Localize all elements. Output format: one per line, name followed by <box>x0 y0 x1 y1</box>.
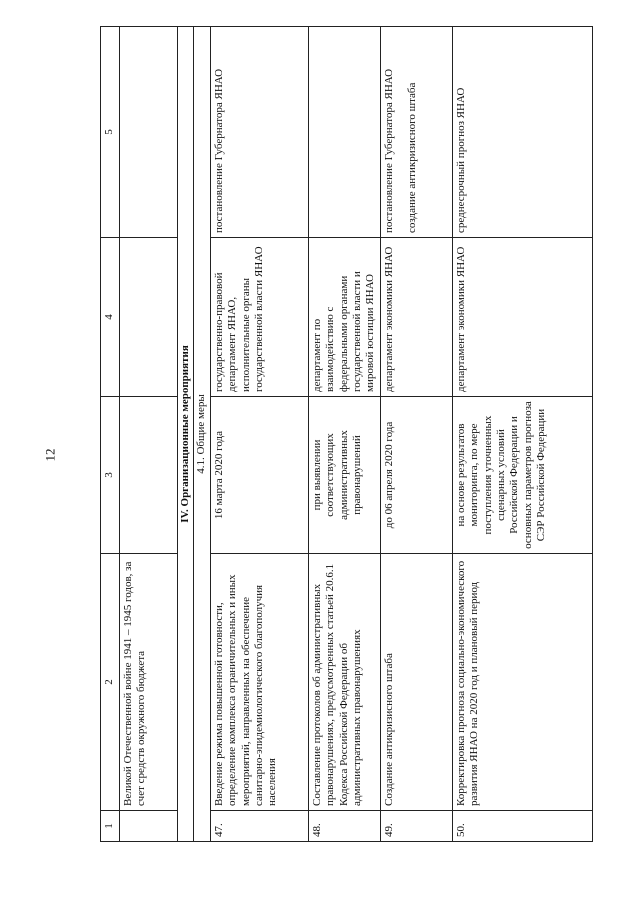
header-col-1: 1 <box>101 811 120 842</box>
page-number: 12 <box>42 448 58 462</box>
row-term: на основе результатов мониторинга, по мере поступления уточненных сценарных условий Российской Федерации и основных параметров прогноза СЭР Российской Федерации <box>452 397 592 554</box>
row-number: 47. <box>210 811 308 842</box>
row-measure: Создание антикризисного штаба <box>380 554 452 811</box>
rotated-table-area <box>100 68 590 842</box>
table-landscape <box>100 68 590 842</box>
row-number: 50. <box>452 811 592 842</box>
row-result: среднесрочный прогноз ЯНАО <box>452 27 592 238</box>
continuation-row <box>120 27 178 842</box>
row-result-main: постановление Губернатора ЯНАО <box>212 68 225 233</box>
table-row <box>308 27 380 842</box>
row-result <box>210 27 308 238</box>
row-measure: Составление протоколов об административных правонарушениях, предусмотренных статьей 20.6.1 Кодекса Российской Федерации об административных правонарушениях <box>308 554 380 811</box>
header-col-2: 2 <box>101 554 120 811</box>
table-row <box>380 27 452 842</box>
continuation-text: Великой Отечественной войне 1941 – 1945 годов, за счет средств окружного бюджета <box>120 554 178 811</box>
section-row <box>178 27 194 842</box>
row-measure: Корректировка прогноза социально-экономического развития ЯНАО на 2020 год и плановый период <box>452 554 592 811</box>
row-result <box>380 27 452 238</box>
table-row <box>452 27 592 842</box>
row-result <box>308 27 380 238</box>
row-term: при выявлении соответствующих административных правонарушений <box>308 397 380 554</box>
row-term: 16 марта 2020 года <box>210 397 308 554</box>
subsection-title: 4.1. Общие меры <box>194 27 210 842</box>
row-term: до 06 апреля 2020 года <box>380 397 452 554</box>
row-number: 48. <box>308 811 380 842</box>
table-row <box>210 27 308 842</box>
row-measure: Введение режима повышенной готовности, определение комплекса ограничительных и иных мероприятий, направленных на обеспечение санитарно-эпидемиологического благополучия населения <box>210 554 308 811</box>
row-responsible: департамент по взаимодействию с федеральными органами государственной власти и мировой юстиции ЯНАО <box>308 238 380 397</box>
header-row <box>101 27 120 842</box>
row-responsible: государственно-правовой департамент ЯНАО, исполнительные органы государственной власти ЯНАО <box>210 238 308 397</box>
header-col-3: 3 <box>101 397 120 554</box>
header-col-5: 5 <box>101 27 120 238</box>
row-responsible: департамент экономики ЯНАО <box>380 238 452 397</box>
section-title: IV. Организационные мероприятия <box>178 27 194 842</box>
row-result-main: постановление Губернатора ЯНАО <box>382 68 395 233</box>
subsection-row <box>194 27 210 842</box>
measures-table <box>100 26 593 842</box>
row-result-extra: создание антикризисного штаба <box>406 82 419 233</box>
row-number: 49. <box>380 811 452 842</box>
row-responsible: департамент экономики ЯНАО <box>452 238 592 397</box>
header-col-4: 4 <box>101 238 120 397</box>
